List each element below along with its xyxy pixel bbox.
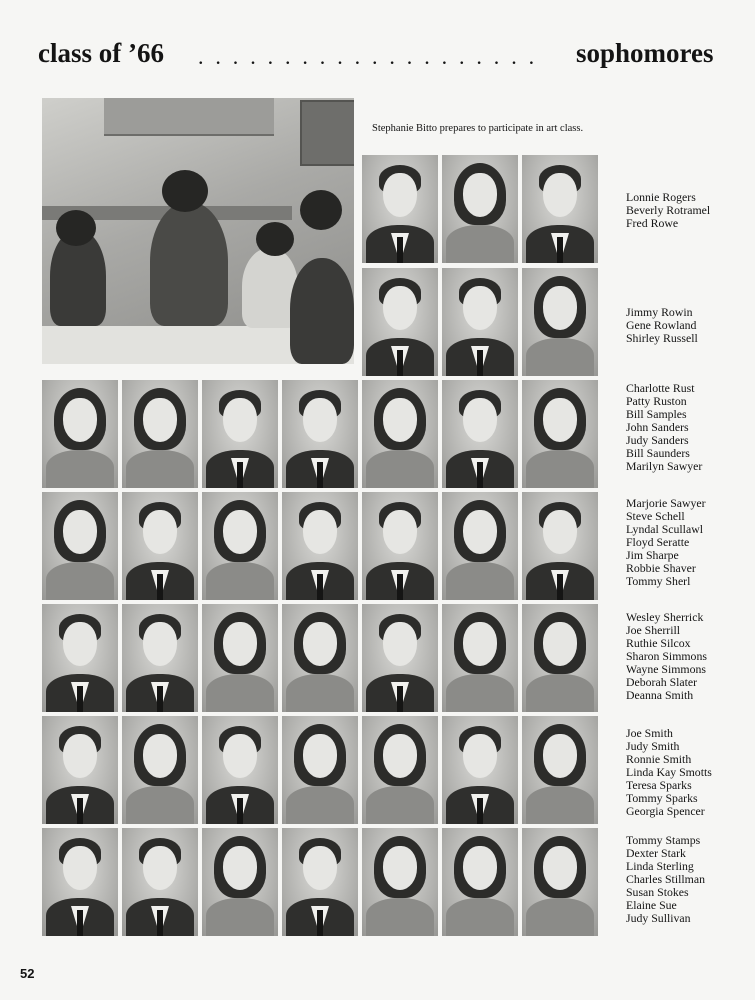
student-portrait — [282, 604, 358, 712]
student-portrait — [362, 155, 438, 263]
student-name: Lonnie Rogers — [626, 190, 696, 204]
student-name: Tommy Sparks — [626, 791, 698, 805]
student-name: Susan Stokes — [626, 885, 689, 899]
student-portrait — [522, 604, 598, 712]
student-portrait — [442, 380, 518, 488]
student-portrait — [42, 716, 118, 824]
student-portrait — [122, 828, 198, 936]
student-name: Tommy Stamps — [626, 833, 701, 847]
student-portrait — [522, 716, 598, 824]
student-portrait — [202, 604, 278, 712]
student-portrait — [42, 492, 118, 600]
student-portrait — [362, 604, 438, 712]
student-name: Dexter Stark — [626, 846, 686, 860]
student-name: Lyndal Scullawl — [626, 522, 703, 536]
student-portrait — [202, 492, 278, 600]
student-portrait — [122, 716, 198, 824]
student-portrait — [522, 828, 598, 936]
student-name: Joe Sherrill — [626, 623, 681, 637]
student-name: Georgia Spencer — [626, 804, 705, 818]
name-group — [626, 306, 698, 345]
student-portrait — [202, 380, 278, 488]
student-name: Ruthie Silcox — [626, 636, 691, 650]
student-name: Charles Stillman — [626, 872, 705, 886]
student-name: Judy Sullivan — [626, 911, 691, 925]
student-name: Linda Kay Smotts — [626, 765, 712, 779]
student-name: Charlotte Rust — [626, 381, 695, 395]
student-portrait — [362, 380, 438, 488]
student-name: John Sanders — [626, 420, 689, 434]
student-portrait — [522, 268, 598, 376]
student-portrait — [522, 380, 598, 488]
student-portrait — [202, 716, 278, 824]
student-portrait — [282, 828, 358, 936]
student-name: Judy Sanders — [626, 433, 689, 447]
student-portrait — [122, 492, 198, 600]
student-name: Teresa Sparks — [626, 778, 692, 792]
student-portrait — [442, 828, 518, 936]
student-name: Shirley Russell — [626, 331, 698, 345]
name-group — [626, 727, 712, 818]
student-portrait — [42, 828, 118, 936]
photo-caption: Stephanie Bitto prepares to participate in art class. — [372, 123, 584, 134]
student-portrait — [202, 828, 278, 936]
student-name: Elaine Sue — [626, 898, 677, 912]
student-name: Marjorie Sawyer — [626, 496, 706, 510]
name-group — [626, 382, 702, 473]
student-name: Patty Ruston — [626, 394, 687, 408]
page-number: 52 — [20, 966, 35, 981]
student-name: Jim Sharpe — [626, 548, 679, 562]
name-group — [626, 834, 705, 925]
student-name: Floyd Seratte — [626, 535, 690, 549]
student-name: Ronnie Smith — [626, 752, 692, 766]
student-name: Steve Schell — [626, 509, 685, 523]
student-name: Wayne Simmons — [626, 662, 706, 676]
student-portrait — [442, 492, 518, 600]
student-name: Bill Samples — [626, 407, 687, 421]
student-portrait — [42, 380, 118, 488]
student-name: Jimmy Rowin — [626, 305, 693, 319]
student-portrait — [282, 380, 358, 488]
student-portrait — [362, 268, 438, 376]
student-name: Joe Smith — [626, 726, 673, 740]
student-name: Judy Smith — [626, 739, 680, 753]
student-portrait — [122, 380, 198, 488]
student-portrait — [362, 492, 438, 600]
student-name: Sharon Simmons — [626, 649, 707, 663]
student-portrait — [442, 155, 518, 263]
student-portrait — [362, 828, 438, 936]
student-name: Beverly Rotramel — [626, 203, 711, 217]
header-leader-dots: . . . . . . . . . . . . . . . . . . . . — [198, 44, 538, 69]
student-portrait — [442, 268, 518, 376]
student-name: Tommy Sherl — [626, 574, 691, 588]
student-name: Deanna Smith — [626, 688, 694, 702]
student-name: Deborah Slater — [626, 675, 698, 689]
student-portrait — [522, 155, 598, 263]
student-name: Gene Rowland — [626, 318, 697, 332]
student-portrait — [362, 716, 438, 824]
student-portrait — [442, 716, 518, 824]
student-name: Wesley Sherrick — [626, 610, 704, 624]
name-group — [626, 191, 710, 230]
name-group — [626, 611, 707, 702]
student-name: Bill Saunders — [626, 446, 690, 460]
student-name: Robbie Shaver — [626, 561, 696, 575]
student-portrait — [42, 604, 118, 712]
student-portrait — [522, 492, 598, 600]
header-class-title: class of ’66 — [38, 38, 164, 68]
student-name: Fred Rowe — [626, 216, 679, 230]
student-portrait — [282, 716, 358, 824]
student-portrait — [442, 604, 518, 712]
name-group — [626, 497, 706, 588]
student-name: Marilyn Sawyer — [626, 459, 703, 473]
header-section-title: sophomores — [576, 38, 714, 68]
student-portrait — [122, 604, 198, 712]
student-portrait — [282, 492, 358, 600]
art-class-photo — [42, 98, 354, 364]
student-name: Linda Sterling — [626, 859, 694, 873]
